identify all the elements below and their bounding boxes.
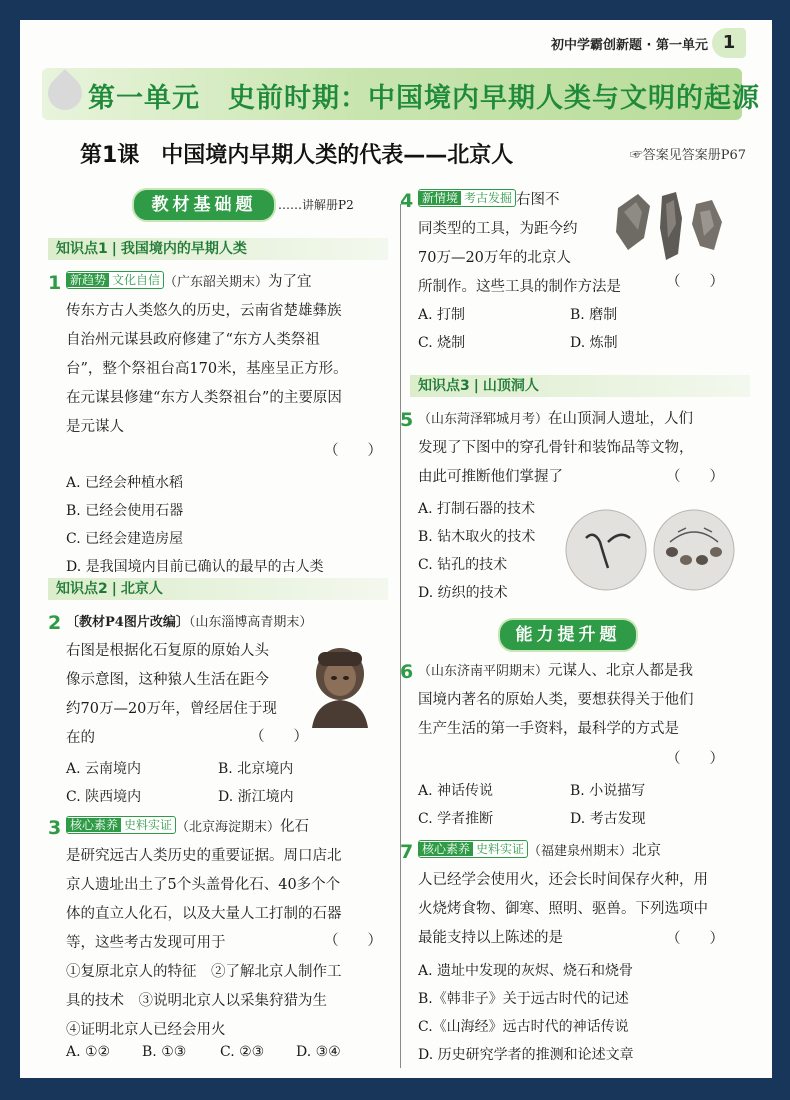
question-2: 〔教材P4图片改编〕（山东淄博高青期末） 右图是根据化石复原的原始人头 像示意图，这种猿人生活在距今 约70万—20万年，曾经居住于现 在的: [66, 615, 313, 746]
question-prefix: 〔教材P4图片改编〕: [66, 615, 189, 630]
option-c: C. 陕西境内: [66, 789, 142, 805]
unit-title-banner: [42, 68, 760, 120]
question-3: 核心素养 史料实证 （北京海淀期末）化石 是研究远古人类历史的重要证据。周口店北 京人遗址出土了5个头盖骨化石、40多个个 体的直立人化石，以及大量人工打制的石器 等，这些考古发现可用于 ①复原北京人的特征 ②了解北京人制作工 具的技术 ③说明北京人以采集狩猎为生 ④证明北京人已经会用火: [66, 818, 342, 1038]
option-c: C. ②③: [220, 1044, 265, 1060]
answer-blank: （ ）: [666, 751, 724, 767]
question-number: 1: [48, 272, 62, 294]
column-divider: [400, 204, 401, 1068]
option-d: D. 浙江境内: [218, 789, 294, 805]
question-source: （北京海淀期末）: [176, 820, 281, 835]
question-number: 2: [48, 612, 62, 634]
option-b: B.《韩非子》关于远古时代的记述: [418, 991, 629, 1007]
option-d: D. 纺织的技术: [418, 585, 508, 601]
option-a: A. ①②: [66, 1044, 111, 1060]
option-b: B. 磨制: [570, 307, 618, 323]
answer-blank: （ ）: [324, 933, 382, 949]
option-b: B. 北京境内: [218, 761, 294, 777]
question-number: 5: [400, 409, 414, 431]
answer-blank: （ ）: [666, 274, 724, 290]
knowledge-name: 山顶洞人: [482, 378, 539, 394]
option-a: A. 打制: [418, 307, 466, 323]
option-b: B. 钻木取火的技术: [418, 529, 536, 545]
question-number: 6: [400, 661, 414, 683]
question-number: 4: [400, 190, 414, 212]
question-source: （山东菏泽郓城月考）: [418, 412, 549, 427]
option-d: D. ③④: [296, 1044, 341, 1060]
option-a: A. 已经会种植水稻: [66, 475, 184, 491]
question-number: 3: [48, 817, 62, 839]
knowledge-label: 知识点2: [56, 581, 108, 597]
option-c: C. 钻孔的技术: [418, 557, 508, 573]
question-number: 7: [400, 841, 414, 863]
page-number: 1: [712, 28, 746, 58]
option-b: B. 小说描写: [570, 783, 646, 799]
running-header: 初中学霸创新题 · 第一单元: [551, 38, 708, 53]
answer-reference: ☞答案见答案册P67: [629, 148, 746, 163]
peking-man-bust-image: [304, 644, 376, 728]
knowledge-name: 北京人: [120, 581, 163, 597]
bone-needle-image: [564, 508, 648, 592]
option-d: D. 考古发现: [570, 811, 646, 827]
option-c: C. 已经会建造房屋: [66, 531, 184, 547]
ornaments-image: [652, 508, 736, 592]
question-source: （广东韶关期末）: [164, 275, 269, 290]
option-a: A. 云南境内: [66, 761, 142, 777]
question-7: 核心素养 史料实证 （福建泉州期末）北京 人已经学会使用火，还会长时间保存火种，用 火烧烤食物、御寒、照明、驱兽。下列选项中 最能支持以上陈述的是: [418, 842, 708, 946]
stone-tools-image: [610, 188, 730, 268]
question-tag: 核心素养 史料实证: [66, 816, 176, 834]
question-tag: 新情境 考古发掘: [418, 189, 516, 207]
knowledge-point-2: 知识点2 | 北京人: [48, 578, 388, 600]
knowledge-name: 我国境内的早期人类: [120, 241, 247, 257]
question-source: （山东淄博高青期末）: [188, 615, 313, 630]
option-a: A. 遗址中发现的灰烬、烧石和烧骨: [418, 963, 634, 979]
knowledge-label: 知识点3: [418, 378, 470, 394]
question-tag: 新趋势 文化自信: [66, 271, 164, 289]
option-b: B. 已经会使用石器: [66, 503, 184, 519]
answer-blank: （ ）: [324, 443, 382, 459]
option-c: C. 烧制: [418, 335, 466, 351]
question-6: （山东济南平阴期末）元谋人、北京人都是我 国境内著名的原始人类，要想获得关于他们 生产生活的第一手资料，最科学的方式是: [418, 663, 694, 737]
option-c: C.《山海经》远古时代的神话传说: [418, 1019, 629, 1035]
section-advanced-title: 能力提升题: [498, 618, 638, 652]
question-5: （山东菏泽郓城月考）在山顶洞人遗址，人们 发现了下图中的穿孔骨针和装饰品等文物， 由此可推断他们掌握了: [418, 411, 694, 485]
option-a: A. 打制石器的技术: [418, 501, 536, 517]
question-4: 新情境 考古发掘 右图不 同类型的工具，为距今约 70万—20万年的北京人 所制作。这些工具的制作方法是: [418, 191, 621, 295]
question-source: （山东济南平阴期末）: [418, 664, 549, 679]
option-c: C. 学者推断: [418, 811, 494, 827]
leaf-decoration-icon: [41, 69, 89, 117]
section-basic-ref: ……讲解册P2: [278, 198, 354, 212]
option-d: D. 是我国境内目前已确认的最早的古人类: [66, 559, 324, 575]
answer-blank: （ ）: [666, 931, 724, 947]
section-basic-title: 教材基础题: [132, 188, 276, 222]
knowledge-point-3: 知识点3 | 山顶洞人: [410, 375, 750, 397]
option-b: B. ①③: [142, 1044, 187, 1060]
knowledge-label: 知识点1: [56, 241, 108, 257]
question-1: 新趋势 文化自信 （广东韶关期末）为了宜 传东方古人类悠久的历史，云南省楚雄彝族 自治州元谋县政府修建了“东方人类祭祖 台”，整个祭祖台高170米，基座呈正方形。 在元谋县修建“东方人类祭祖台”的主要原因 是元谋人: [66, 273, 348, 435]
textbook-page: [20, 20, 772, 1078]
option-d: D. 历史研究学者的推测和论述文章: [418, 1047, 634, 1063]
question-source: （福建泉州期末）: [528, 844, 633, 859]
answer-blank: （ ）: [250, 729, 308, 745]
option-a: A. 神话传说: [418, 783, 494, 799]
option-d: D. 炼制: [570, 335, 618, 351]
lesson-title: 第1课 中国境内早期人类的代表——北京人: [80, 143, 514, 168]
unit-title: 第一单元 史前时期：中国境内早期人类与文明的起源: [88, 83, 760, 114]
knowledge-point-1: 知识点1 | 我国境内的早期人类: [48, 238, 388, 260]
answer-blank: （ ）: [666, 469, 724, 485]
question-tag: 核心素养 史料实证: [418, 840, 528, 858]
